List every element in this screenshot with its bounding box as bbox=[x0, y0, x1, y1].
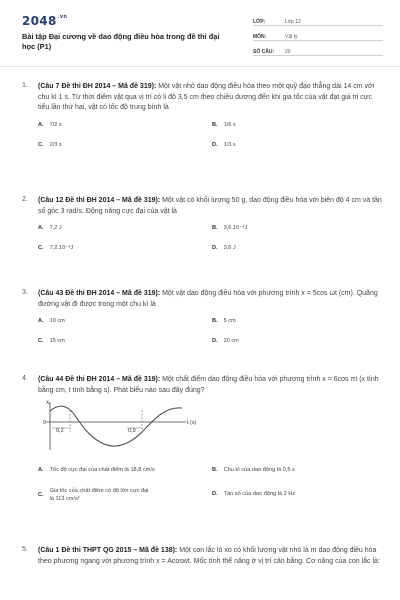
meta-value: Vật lý bbox=[285, 34, 298, 40]
question-number: 5. bbox=[22, 546, 28, 553]
oscillation-graph bbox=[42, 398, 212, 454]
option-b[interactable]: B. Chu kì của dao động là 0,5 s bbox=[212, 467, 295, 473]
question-2 bbox=[22, 196, 382, 259]
question-source: (Câu 7 Đề thi ĐH 2014 – Mã đề 319): bbox=[38, 83, 157, 90]
option-a[interactable]: A. 7/2 s bbox=[38, 121, 62, 128]
question-text bbox=[38, 546, 382, 567]
answer-options bbox=[38, 122, 382, 156]
meta-key: LỚP: bbox=[253, 19, 266, 25]
option-c[interactable]: C. 7,2.10⁻⁴J bbox=[38, 245, 74, 251]
question-number: 2. bbox=[22, 196, 28, 203]
option-c[interactable]: C. Gia tốc của chất điểm có độ lớn cực đại là 113 cm/s² bbox=[38, 488, 149, 502]
document-meta bbox=[253, 14, 383, 59]
question-text bbox=[38, 82, 382, 114]
meta-key: SỐ CÂU: bbox=[253, 49, 275, 55]
option-c[interactable]: C. 15 cm bbox=[38, 338, 65, 344]
meta-key: MÔN: bbox=[253, 34, 267, 40]
x-axis-label: x bbox=[46, 399, 50, 406]
meta-class-row bbox=[253, 14, 383, 26]
question-5 bbox=[22, 546, 382, 567]
t-axis-label: t (s) bbox=[187, 420, 197, 426]
meta-value: Lớp 12 bbox=[285, 19, 301, 25]
question-text bbox=[38, 196, 382, 217]
option-b[interactable]: B. 5 cm bbox=[212, 318, 236, 324]
document-title: Bài tập Đại cương về dao động điều hòa trong đề thi đại học (P1) bbox=[22, 32, 220, 51]
question-body: Một con lắc lò xo có khối lượng vật nhỏ là m dao động điều hòa theo phương ngang với phương trình x = Acoswt. Mốc tính thế năng ở vị trí cân bằng. Cơ năng của con lắc là: bbox=[38, 547, 380, 565]
question-source: (Câu 1 Đề thi THPT QG 2015 – Mã đề 138): bbox=[38, 547, 178, 554]
question-source: (Câu 44 Đề thi ĐH 2014 – Mã đề 319): bbox=[38, 376, 161, 383]
meta-count-row bbox=[253, 44, 383, 56]
meta-value: 20 bbox=[285, 49, 291, 55]
question-text bbox=[38, 375, 382, 396]
option-a[interactable]: A. Tốc độ cực đại của chất điểm là 18,8 cm/s bbox=[38, 467, 155, 473]
header-divider bbox=[0, 66, 400, 67]
origin-label: 0 bbox=[43, 420, 47, 426]
oscillation-curve bbox=[50, 406, 182, 446]
question-number: 3. bbox=[22, 289, 28, 296]
question-body: Một vật dao động điều hòa với phương trình x = 5cos ωt (cm). Quãng đường vật đi được trong một chu kì là bbox=[38, 290, 378, 308]
site-logo[interactable]: $2048^{.vn}$ bbox=[22, 14, 68, 28]
answer-options bbox=[38, 463, 382, 523]
question-3 bbox=[22, 289, 382, 352]
option-a[interactable]: A. 7,2 J bbox=[38, 225, 62, 231]
answer-options bbox=[38, 225, 382, 259]
option-d[interactable]: D. 20 cm bbox=[212, 338, 239, 344]
question-1 bbox=[22, 82, 382, 156]
question-body: Một vật có khối lượng 50 g, dao động điều hòa với biên độ 4 cm và tần số góc 3 rad/s. Động năng cực đại của vật là bbox=[38, 197, 382, 215]
option-c[interactable]: C. 2/3 s bbox=[38, 141, 62, 148]
option-d[interactable]: D. Tần số của dao động là 2 Hz bbox=[212, 491, 296, 497]
question-number: 1. bbox=[22, 82, 28, 89]
question-number: 4. bbox=[22, 375, 28, 382]
option-a[interactable]: A. 10 cm bbox=[38, 318, 65, 324]
question-body: Một chất điểm dao động điều hòa với phương trình x = 6cos πt (x tính bằng cm, t tính bằng s). Phát biểu nào sau đây đúng? bbox=[38, 376, 379, 394]
tick-label-2: 0,9 bbox=[128, 428, 136, 434]
question-text bbox=[38, 289, 382, 310]
question-source: (Câu 12 Đề thi ĐH 2014 – Mã đề 319): bbox=[38, 197, 161, 204]
question-4 bbox=[22, 375, 382, 523]
document-header bbox=[0, 0, 400, 64]
answer-options bbox=[38, 318, 382, 352]
tick-label-1: 0,2 bbox=[56, 428, 64, 434]
option-d[interactable]: D. 3,6 J bbox=[212, 245, 236, 251]
meta-subject-row bbox=[253, 29, 383, 41]
option-b[interactable]: B. 3,6.10⁻⁴J bbox=[212, 225, 248, 231]
logo-suffix: .vn bbox=[57, 14, 68, 20]
option-b[interactable]: B. 1/6 s bbox=[212, 121, 236, 128]
option-d[interactable]: D. 1/3 s bbox=[212, 141, 236, 148]
question-source: (Câu 43 Đề thi ĐH 2014 – Mã đề 319): bbox=[38, 290, 161, 297]
question-body: Một vật nhỏ dao động điều hòa theo một quỹ đạo thẳng dài 14 cm với chu kì 1 s. Từ thời điểm vật qua vị trí có li độ 3,5 cm theo chiều dương đến khi gia tốc của vật đạt giá trị cực tiểu lần thứ hai, vật có tốc độ trung bình là bbox=[38, 83, 375, 111]
